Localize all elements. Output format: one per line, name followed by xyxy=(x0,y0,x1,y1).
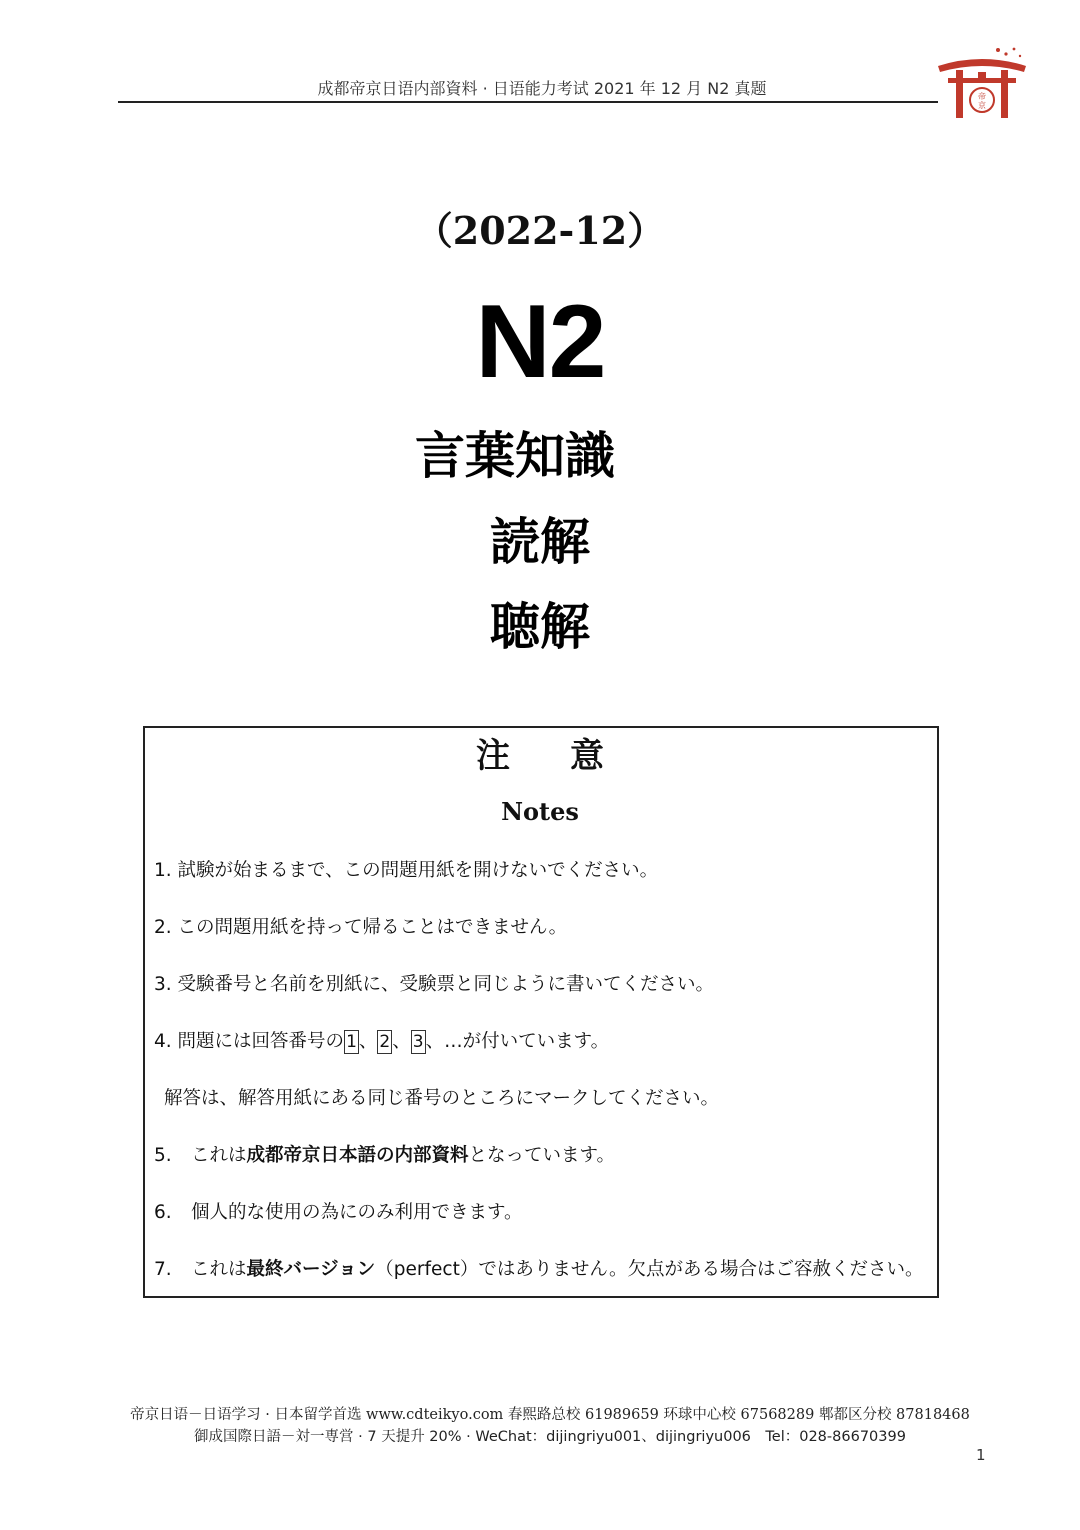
page-number: 1 xyxy=(976,1446,986,1464)
separator: 、 xyxy=(358,1031,378,1052)
logo-text-top: 帝 xyxy=(978,92,986,101)
note-text: 受験番号と名前を別紙に、受験票と同じように書いてください。 xyxy=(177,974,715,995)
note-text: となっています。 xyxy=(468,1145,616,1166)
note-text: これは xyxy=(191,1259,247,1280)
note-text: 個人的な使用の為にのみ利用できます。 xyxy=(191,1202,523,1223)
header-title: 成都帝京日语内部資料 · 日语能力考试 2021 年 12 月 N2 真题 xyxy=(317,79,767,98)
section-reading: 読解 xyxy=(490,513,590,571)
note-number: 1. xyxy=(154,860,172,881)
notes-title xyxy=(0,734,1080,778)
note-item-1 xyxy=(154,858,924,884)
note-number: 2. xyxy=(154,917,172,938)
section-vocabulary: 言葉知識 xyxy=(415,427,615,485)
note-text: （perfect）ではありません。欠点がある場合はご容赦ください。 xyxy=(375,1259,924,1280)
note-item-2 xyxy=(154,915,924,941)
note-text: 問題には回答番号の xyxy=(177,1031,345,1052)
note-number: 6. xyxy=(154,1202,172,1223)
separator: 、 xyxy=(392,1031,411,1052)
note-item-6 xyxy=(154,1200,924,1226)
note-text: これは xyxy=(191,1145,247,1166)
note-item-5 xyxy=(154,1143,924,1169)
note-text: 試験が始まるまで、この問題用紙を開けないでください。 xyxy=(177,860,659,881)
note-number: 3. xyxy=(154,974,172,995)
note-item-7 xyxy=(154,1257,924,1283)
note-text-bold: 最終バージョン xyxy=(246,1259,376,1280)
header-divider xyxy=(118,101,938,103)
note-text-suffix: 、…が付いています。 xyxy=(425,1031,610,1052)
answer-number-box: 2 xyxy=(379,1032,391,1052)
note-number: 5. xyxy=(154,1145,172,1166)
note-item-4 xyxy=(154,1029,924,1055)
exam-level: N2 xyxy=(475,284,605,400)
note-number: 7. xyxy=(154,1259,172,1280)
note-item-3 xyxy=(154,972,924,998)
notes-title-right: 意 xyxy=(570,736,604,776)
footer-wechat-line: 御成国際日語－対一専営 · 7 天提升 20% · WeChat：dijingriyu001、dijingriyu006 Tel：028-86670399 xyxy=(194,1429,906,1445)
logo-text-bottom: 京 xyxy=(978,101,986,110)
section-listening: 聴解 xyxy=(490,598,590,656)
notes-title-left: 注 xyxy=(476,736,510,776)
note-number: 4. xyxy=(154,1031,172,1052)
note-item-4-line2: 解答は、解答用紙にある同じ番号のところにマークしてください。 xyxy=(164,1088,720,1109)
note-text: この問題用紙を持って帰ることはできません。 xyxy=(177,917,568,938)
torii-gate-logo-icon xyxy=(936,44,1028,120)
footer-contact-line: 帝京日语－日语学习 · 日本留学首选 www.cdteikyo.com 春熙路总校 61989659 环球中心校 67568289 郫都区分校 87818468 xyxy=(130,1407,970,1423)
answer-number-box: 1 xyxy=(346,1032,357,1052)
answer-number-box: 3 xyxy=(412,1032,424,1052)
notes-subtitle: Notes xyxy=(501,797,579,826)
exam-year: （2022-12） xyxy=(414,208,666,253)
note-text-bold: 成都帝京日本語の内部資料 xyxy=(246,1145,469,1166)
